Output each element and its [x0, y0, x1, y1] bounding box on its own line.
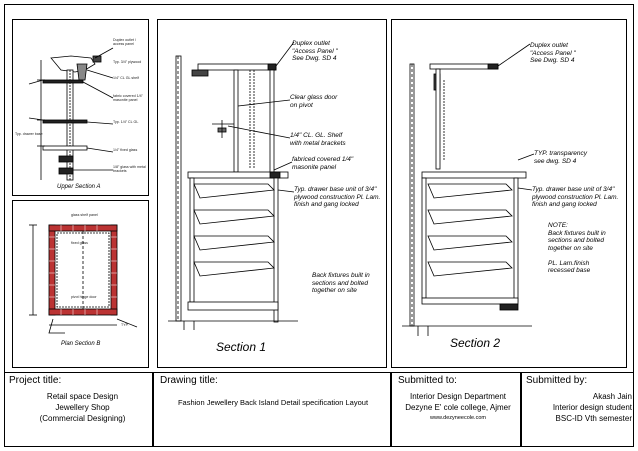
plan-section-panel: [12, 200, 149, 368]
plan-note-4: TYP.: [121, 323, 129, 327]
section-1-panel: [157, 19, 387, 368]
submitted-to-label: Submitted to:: [398, 375, 457, 386]
section1-fabric-note: fabriced covered 1/4" masonite panel: [292, 156, 354, 171]
plan-note-1: glass shelf panel: [71, 213, 98, 217]
title-block-drawing: [153, 372, 391, 447]
submitted-to-website: www.dezyneecole.com: [430, 415, 486, 421]
upper-section-title: Upper Section A: [57, 184, 101, 190]
section2-drawer-note: Typ. drawer base unit of 3/4" plywood construction Pl. Lam. finish and gang locked: [532, 186, 619, 208]
submitted-to-value: Interior Design Department Dezyne E' cole college, Ajmer: [405, 392, 511, 412]
project-title-label: Project title:: [9, 375, 62, 386]
upper-note-6: 1/4" fixed glass: [113, 148, 138, 152]
section1-shelf-note: 1/4" CL. GL. Shelf with metal brackets: [290, 132, 346, 147]
section-2-panel: [391, 19, 627, 368]
section-1-title: Section 1: [216, 340, 267, 354]
upper-note-7: 1/8" glass with metal brackets: [113, 165, 146, 174]
title-block-project: [4, 372, 153, 447]
plan-note-2: fixed glass: [71, 241, 88, 245]
submitted-by-label: Submitted by:: [526, 375, 588, 386]
project-title-value: Retail space Design Jewellery Shop (Commercial Designing): [39, 392, 126, 423]
section2-note: NOTE: Back fixtures built in sections and bolted together on site PL. Lam.finish recessed base: [548, 222, 606, 274]
upper-note-4: fabric covered 1/4" masonite panel: [113, 94, 143, 103]
section1-glass-door-note: Clear glass door on pivot: [290, 94, 338, 109]
upper-section-panel: [12, 19, 149, 196]
section2-duplex-note: Duplex outlet "Access Panel " See Dwg. SD 4: [530, 42, 576, 64]
drawing-title-label: Drawing title:: [160, 375, 218, 386]
upper-note-3: 1/4" CL GL shelf: [113, 76, 139, 80]
upper-note-8: Typ. drawer base: [15, 132, 43, 136]
upper-note-2: Typ. 3/4" plywood: [113, 60, 142, 64]
submitted-by-value: Akash Jain Interior design student BSC-ID Vth semester: [552, 392, 632, 423]
plan-note-3: pivot hinge door: [71, 295, 97, 299]
section1-back-fixtures-note: Back fixtures built in sections and bolted together on site: [312, 272, 370, 294]
title-block-submitted-to: [391, 372, 521, 447]
drawing-title-value: Fashion Jewellery Back Island Detail specification Layout: [177, 398, 369, 407]
plan-section-title: Plan Section B: [61, 341, 101, 347]
section-2-title: Section 2: [450, 336, 501, 350]
upper-note-1: Duplex outlet / access panel: [113, 38, 136, 47]
upper-note-5: Typ. 1/4" CL GL: [113, 120, 139, 124]
title-block-submitted-by: [521, 372, 634, 447]
section2-transparency-note: TYP. transparency see dwg. SD 4: [534, 150, 587, 165]
section1-duplex-note: Duplex outlet "Access Panel " See Dwg. SD 4: [292, 40, 338, 62]
section1-drawer-note: Typ. drawer base unit of 3/4" plywood construction Pl. Lam. finish and gang locked: [294, 186, 381, 208]
